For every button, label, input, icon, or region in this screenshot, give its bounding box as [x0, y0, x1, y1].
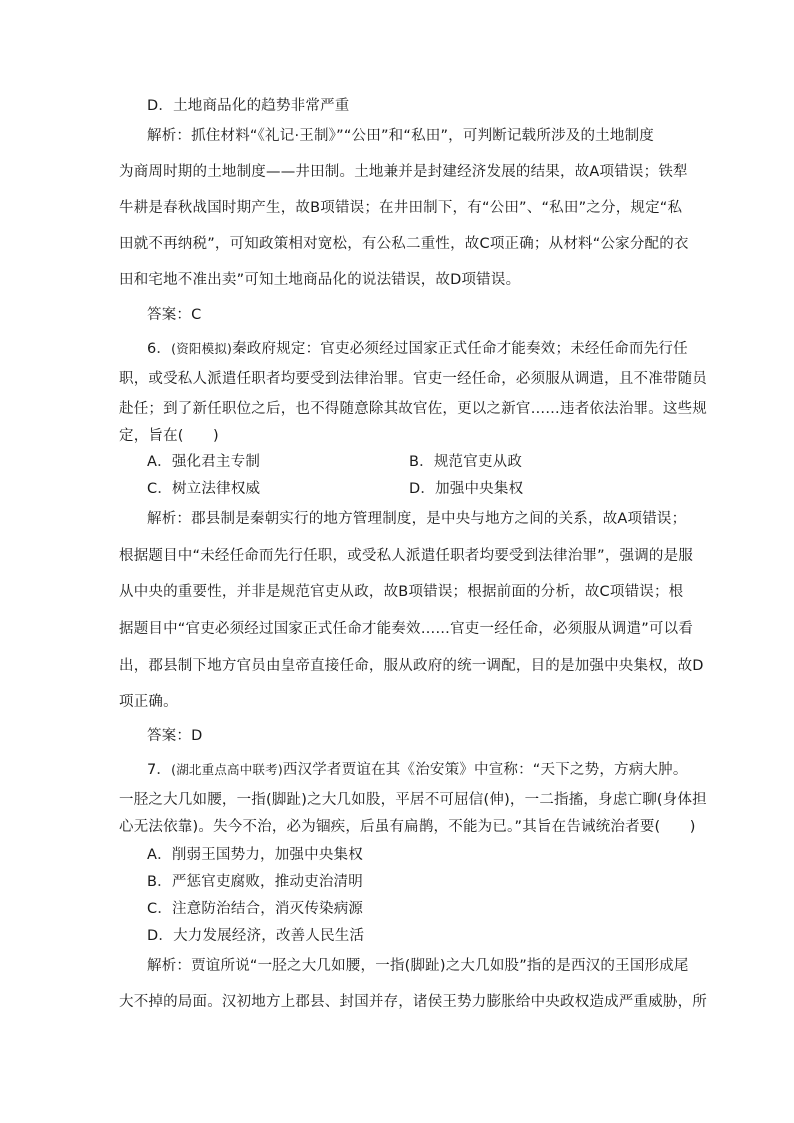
q5-analysis-line: 解析：抓住材料“《礼记·王制》”“公田”和“私田”，可判断记载所涉及的土地制度	[147, 128, 654, 144]
q7-analysis-line: 大不掉的局面。汉初地方上郡县、封国并存，诸侯王势力膨胀给中央政权造成严重威胁，所	[119, 994, 707, 1010]
q6-analysis-line: 据题目中“官吏必须经过国家正式任命才能奏效……官吏一经任命，必须服从调遣”可以看	[119, 621, 694, 637]
q6-analysis-line: 项正确。	[119, 694, 178, 710]
q7-option-b: B．严惩官吏腐败，推动吏治清明	[147, 874, 363, 890]
q7-stem-text: 西汉学者贾谊在其《治安策》中宣称：“天下之势，方病大肿。	[282, 762, 688, 778]
q7-stem-line: 心无法依靠)。失今不治，必为锢疾，后虽有扁鹊，不能为已。”其旨在告诫统治者要( )	[119, 819, 696, 835]
q6-stem-line: 职，或受私人派遣任职者均要受到法律治罪。官吏一经任命，必须服从调遣，且不准带随员	[119, 371, 707, 387]
q6-source: (资阳模拟)	[171, 341, 233, 356]
q7-analysis-line: 解析：贾谊所说“一胫之大几如腰，一指(脚趾)之大几如股”指的是西汉的王国形成尾	[147, 958, 689, 974]
q6-stem-line: 定，旨在( )	[119, 428, 219, 444]
q5-answer: 答案：C	[147, 307, 202, 323]
q7-stem-first-line	[147, 760, 688, 780]
q7-option-a: A．削弱王国势力，加强中央集权	[147, 847, 363, 863]
q5-analysis-line: 田就不再纳税”，可知政策相对宽松，有公私二重性，故C项正确；从材料“公家分配的衣	[119, 236, 689, 252]
q7-option-d: D．大力发展经济，改善人民生活	[147, 928, 365, 944]
q7-source: (湖北重点高中联考)	[171, 762, 283, 777]
q5-analysis-line: 牛耕是春秋战国时期产生，故B项错误；在井田制下，有“公田”、“私田”之分，规定“私	[119, 200, 683, 216]
q7-stem-line: 一胫之大几如腰，一指(脚趾)之大几如股，平居不可屈信(伸)，一二指搐，身虑亡聊(身体担	[119, 792, 707, 808]
q7-number: 7．	[147, 762, 172, 778]
q6-stem-line: 赴任；到了新任职位之后，也不得随意除其故官佐，更以之新官……违者依法治罪。这些规	[119, 401, 707, 417]
q6-stem-text: 秦政府规定：官吏必须经过国家正式任命才能奏效；未经任命而先行任	[232, 341, 688, 357]
q6-option-b: B．规范官吏从政	[409, 454, 523, 470]
q6-stem-first-line	[147, 339, 688, 359]
q6-option-d: D．加强中央集权	[409, 481, 524, 497]
q6-analysis-line: 解析：郡县制是秦朝实行的地方管理制度，是中央与地方之间的关系，故A项错误；	[147, 511, 687, 527]
q5-analysis-line: 为商周时期的土地制度——井田制。土地兼并是封建经济发展的结果，故A项错误；铁犁	[119, 164, 688, 180]
q6-analysis-line: 根据题目中“未经任命而先行任职，或受私人派遣任职者均要受到法律治罪”，强调的是服	[119, 548, 694, 564]
q6-option-a: A．强化君主专制	[147, 454, 261, 470]
q6-analysis-line: 出，郡县制下地方官员由皇帝直接任命，服从政府的统一调配，目的是加强中央集权，故D	[119, 658, 704, 674]
q5-option-d: D．土地商品化的趋势非常严重	[147, 98, 350, 114]
q6-option-c: C．树立法律权威	[147, 481, 261, 497]
q5-analysis-line: 田和宅地不准出卖”可知土地商品化的说法错误，故D项错误。	[119, 272, 521, 288]
q7-option-c: C．注意防治结合，消灭传染病源	[147, 901, 364, 917]
q6-number: 6．	[147, 341, 172, 357]
q6-analysis-line: 从中央的重要性，并非是规范官吏从政，故B项错误；根据前面的分析，故C项错误；根	[119, 584, 684, 600]
q6-answer: 答案：D	[147, 728, 203, 744]
